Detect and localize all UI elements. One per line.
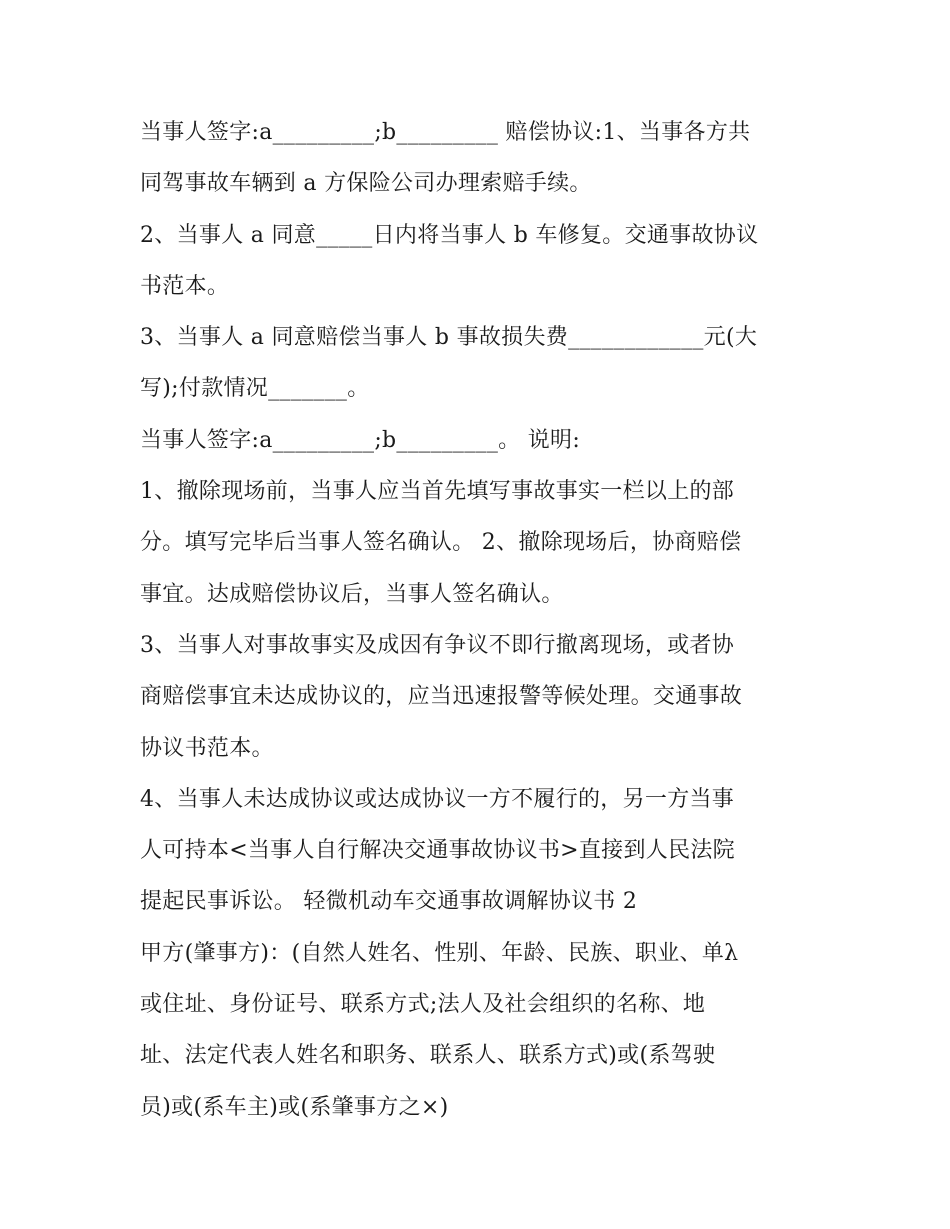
text-line: 或住址、身份证号、联系方式;法人及社会组织的名称、地 [140,992,706,1018]
text-line: 当事人签字:a_________;b_________ 赔偿协议:1、当事各方共 [140,120,751,145]
text-line: 址、法定代表人姓名和职务、联系人、联系方式)或(系驾驶 [140,1043,716,1069]
text-line: 写);付款情况_______。 [140,376,370,402]
text-line: 员)或(系车主)或(系肇事方之×) [140,1094,449,1120]
text-line: 3、当事人 a 同意赔偿当事人 b 事故损失费____________元(大 [140,325,758,351]
text-line: 协议书范本。 [140,735,274,761]
text-line: 当事人签字:a_________;b_________。 说明: [140,427,581,453]
text-line: 分。填写完毕后当事人签名确认。 2、撤除现场后，协商赔偿 [140,530,742,556]
document-body [140,107,820,1133]
text-line: 1、撤除现场前，当事人应当首先填写事故事实一栏以上的部 [140,479,735,505]
text-line: 2、当事人 a 同意_____日内将当事人 b 车修复。交通事故协议 [140,222,759,248]
text-line: 甲方(肇事方)：(自然人姓名、性别、年龄、民族、职业、单λ [140,940,739,966]
text-line: 4、当事人未达成协议或达成协议一方不履行的，另一方当事 [140,786,735,812]
text-line: 商赔偿事宜未达成协议的，应当迅速报警等候处理。交通事故 [140,684,743,710]
text-line: 同驾事故车辆到 a 方保险公司办理索赔手续。 [140,171,592,197]
text-line: 3、当事人对事故事实及成因有争议不即行撤离现场，或者协 [140,632,735,658]
text-line: 书范本。 [140,273,230,299]
text-line: 提起民事诉讼。 轻微机动车交通事故调解协议书 2 [140,889,638,915]
text-line: 人可持本<当事人自行解决交通事故协议书>直接到人民法院 [140,838,735,864]
text-line: 事宜。达成赔偿协议后，当事人签名确认。 [140,581,564,607]
